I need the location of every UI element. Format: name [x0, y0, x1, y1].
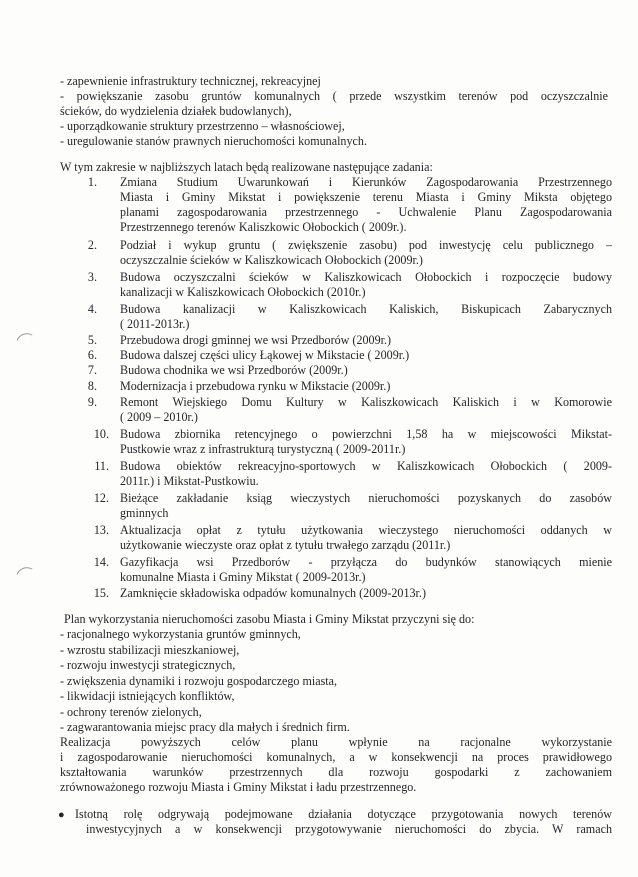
task-line: Budowa dalszej części ulicy Łąkowej w Mikstacie ( 2009r.): [120, 348, 410, 362]
summary-line: i zagospodarowanie nieruchomości komunalnych, a w konsekwencji na proces prawidłowego: [60, 750, 612, 764]
task-line: użytkowanie wieczyste oraz opłat z tytułu trwałego zarządu (2011r.): [120, 538, 451, 552]
task-line: ( 2011-2013r.): [120, 317, 190, 331]
task-line: Budowa oczyszczalni ścieków w Kaliszkowicach Ołobockich i rozpoczęcie budowy: [120, 270, 612, 284]
task-line: Budowa obiektów rekreacyjno-sportowych w Kaliszkowicach Ołobockich ( 2009-: [120, 459, 612, 473]
task-line: oczyszczalnie ścieków w Kaliszkowicach Ołobockich (2009r.): [120, 253, 423, 267]
task-line: Przebudowa drogi gminnej we wsi Przedborów (2009r.): [120, 333, 392, 347]
plan-item: - racjonalnego wykorzystania gruntów gminnych,: [60, 627, 301, 641]
plan-item: - wzrostu stabilizacji mieszkaniowej,: [60, 643, 240, 657]
summary-line: zrównoważonego rozwoju Miasta i Gminy Mikstat i ładu przestrzennego.: [60, 780, 417, 794]
task-number: 14.: [93, 555, 109, 569]
task-line: Gazyfikacja wsi Przedborów - przyłącza do budynków stanowiących mienie: [120, 555, 612, 569]
task-number: 10.: [93, 427, 109, 441]
task-number: 15.: [93, 586, 109, 600]
plan-item: - ochrony terenów zielonych,: [60, 705, 202, 719]
task-line: Remont Wiejskiego Domu Kultury w Kaliszkowicach Kaliskich i w Komorowie: [120, 395, 612, 409]
bullet-icon: ●: [58, 809, 65, 821]
margin-mark: [17, 330, 33, 345]
task-number: 11.: [94, 459, 109, 473]
task-number: 12.: [93, 491, 109, 505]
intro-line: - uregulowanie stanów prawnych nieruchomości komunalnych.: [60, 134, 367, 148]
task-line: Podział i wykup gruntu ( zwiększenie zasobu) pod inwestycję celu publicznego –: [120, 238, 612, 252]
bullet-line: inwestycyjnych a w konsekwencji przygotowywanie nieruchomości do zbycia. W ramach: [86, 822, 612, 836]
task-number: 9.: [87, 395, 97, 409]
intro-line: - uporządkowanie struktury przestrzenno – własnościowej,: [60, 119, 345, 133]
intro-line: - powiększanie zasobu gruntów komunalnych ( przede wszystkim terenów pod oczyszczalnie: [60, 89, 608, 103]
task-line: 2011r.) i Mikstat-Pustkowiu.: [120, 474, 259, 488]
task-number: 3.: [87, 270, 97, 284]
task-line: ( 2009 – 2010r.): [120, 410, 198, 424]
task-line: Pustkowie wraz z infrastrukturą turystyczną ( 2009-2011r.): [120, 442, 406, 456]
task-line: Przestrzennego terenów Kaliszkowic Ołobockich ( 2009r.).: [120, 220, 407, 234]
task-line: Budowa kanalizacji w Kaliszkowicach Kaliskich, Biskupicach Zabarycznych: [120, 302, 612, 316]
task-number: 6.: [87, 348, 97, 362]
task-line: Budowa chodnika we wsi Przedborów (2009r.): [120, 363, 348, 377]
task-number: 1.: [87, 175, 97, 189]
task-number: 5.: [87, 333, 97, 347]
plan-item: - zwiększenia dynamiki i rozwoju gospodarczego miasta,: [60, 674, 338, 688]
task-line: gminnych: [120, 506, 169, 520]
tasks-intro: W tym zakresie w najbliższych latach będą realizowane następujące zadania:: [60, 160, 433, 174]
task-line: komunalne Miasta i Gminy Mikstat ( 2009-2013r.): [120, 570, 366, 584]
task-line: Modernizacja i przebudowa rynku w Mikstacie (2009r.): [120, 379, 391, 393]
task-line: Zmiana Studium Uwarunkowań i Kierunków Zagospodarowania Przestrzennego: [120, 175, 612, 189]
intro-line: ścieków, do wydzielenia działek budowlanych),: [60, 104, 292, 118]
task-number: 13.: [93, 523, 109, 537]
plan-item: - likwidacji istniejących konfliktów,: [60, 689, 235, 703]
plan-item: - rozwoju inwestycji strategicznych,: [60, 658, 236, 672]
task-line: Miasta i Gminy Mikstat i powiększenie terenu Miasta i Gminy Miksta objętego: [120, 190, 612, 204]
task-number: 8.: [87, 379, 97, 393]
plan-intro: Plan wykorzystania nieruchomości zasobu Miasta i Gminy Mikstat przyczyni się do:: [64, 612, 475, 626]
margin-mark: [17, 564, 33, 579]
bullet-line: Istotną rolę odgrywają podejmowane działania dotyczące przygotowania nowych terenów: [75, 807, 612, 821]
task-line: planami zagospodarowania przestrzennego - Uchwalenie Planu Zagospodarowania: [120, 205, 612, 219]
intro-line: - zapewnienie infrastruktury technicznej, rekreacyjnej: [60, 74, 321, 88]
task-line: Aktualizacja opłat z tytułu użytkowania wieczystego nieruchomości oddanych w: [120, 523, 612, 537]
task-line: Bieżące zakładanie ksiąg wieczystych nieruchomości pozyskanych do zasobów: [120, 491, 612, 505]
task-number: 2.: [87, 238, 97, 252]
task-line: Zamknięcie składowiska odpadów komunalnych (2009-2013r.): [120, 586, 426, 600]
summary-line: Realizacja powyższych celów planu wpłynie na racjonalne wykorzystanie: [60, 735, 612, 749]
task-number: 4.: [87, 302, 97, 316]
task-number: 7.: [87, 363, 97, 377]
plan-item: - zagwarantowania miejsc pracy dla małych i średnich firm.: [60, 720, 350, 734]
task-line: kanalizacji w Kaliszkowicach Ołobockich (2010r.): [120, 285, 366, 299]
summary-line: kształtowania warunków przestrzennych dla rozwoju gospodarki z zachowaniem: [60, 765, 612, 779]
task-line: Budowa zbiornika retencyjnego o powierzchni 1,58 ha w miejscowości Mikstat-: [120, 427, 612, 441]
